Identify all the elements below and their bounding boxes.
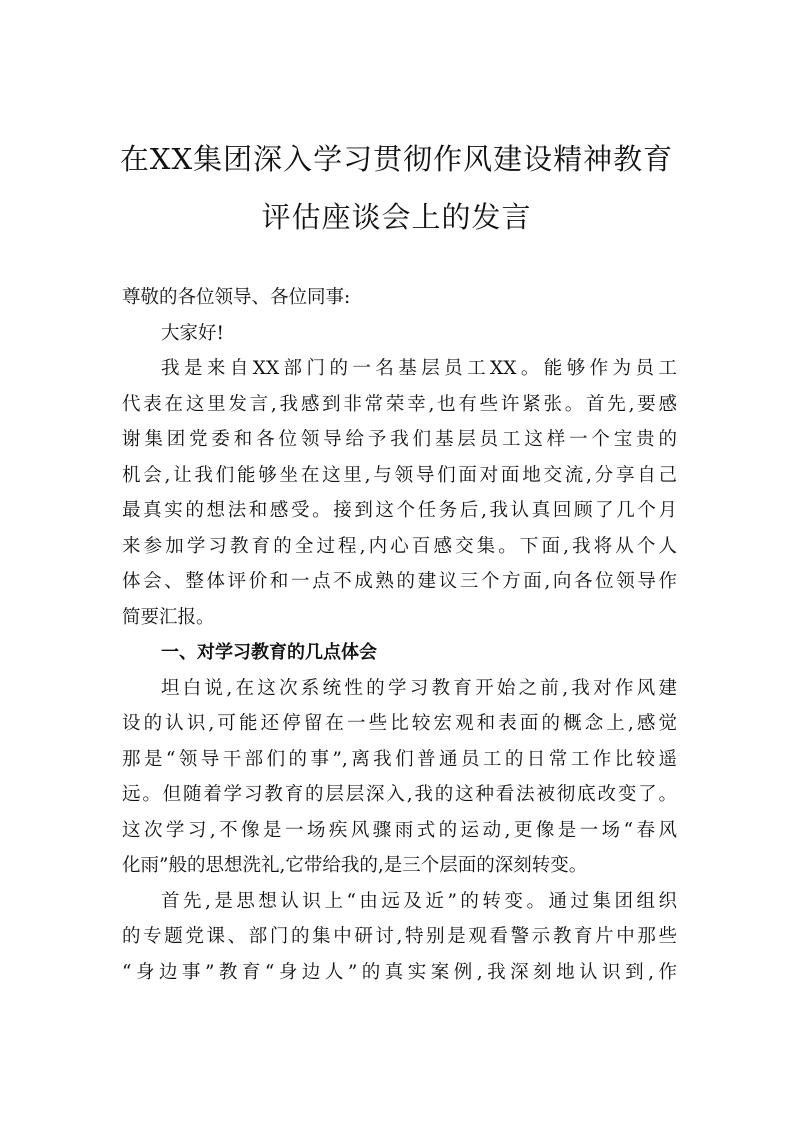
paragraph-first-change — [122, 884, 677, 991]
paragraph-line: 代表在这里发言,我感到非常荣幸,也有些许紧张。首先,要感 — [122, 393, 677, 415]
paragraph-line: 那是“领导干部们的事”,离我们普通员工的日常工作比较遥 — [122, 748, 677, 770]
section-heading: 一、对学习教育的几点体会 — [161, 642, 377, 663]
paragraph-line: 远。但随着学习教育的层层深入,我的这种看法被彻底改变了。 — [122, 784, 677, 805]
paragraph-line: 谢集团党委和各位领导给予我们基层员工这样一个宝贵的 — [122, 429, 677, 450]
paragraph-line: 体会、整体评价和一点不成熟的建议三个方面,向各位领导作 — [122, 571, 677, 592]
paragraph-line: 简要汇报。 — [122, 606, 215, 628]
paragraph-line: 来参加学习教育的全过程,内心百感交集。下面,我将从个人 — [122, 535, 677, 557]
paragraph-intro — [122, 351, 677, 635]
paragraph-line: 坦白说,在这次系统性的学习教育开始之前,我对作风建 — [161, 677, 677, 699]
greeting: 大家好! — [161, 322, 224, 344]
paragraph-line: 化雨”般的思想洗礼,它带给我的,是三个层面的深刻转变。 — [122, 855, 588, 876]
paragraph-line: 最真实的想法和感受。接到这个任务后,我认真回顾了几个月 — [122, 500, 677, 521]
paragraph-line: 设的认识,可能还停留在一些比较宏观和表面的概念上,感觉 — [122, 713, 677, 734]
paragraph-line: 的专题党课、部门的集中研讨,特别是观看警示教育片中那些 — [122, 926, 677, 947]
paragraph-line: 首先,是思想认识上“由远及近”的转变。通过集团组织 — [161, 890, 677, 912]
document-body — [122, 280, 677, 990]
paragraph-line: 我是来自XX部门的一名基层员工XX。能够作为员工 — [161, 358, 677, 379]
document-title-line-2: 评估座谈会上的发言 — [261, 200, 532, 234]
paragraph-line: 机会,让我们能够坐在这里,与领导们面对面地交流,分享自己 — [122, 464, 677, 486]
paragraph-line: 这次学习,不像是一场疾风骤雨式的运动,更像是一场“春风 — [122, 819, 677, 841]
paragraph-experience — [122, 671, 677, 884]
document-title-line-1: 在XX集团深入学习贯彻作风建设精神教育 — [119, 142, 674, 176]
salutation: 尊敬的各位领导、各位同事: — [122, 287, 351, 308]
paragraph-line: “身边事”教育“身边人”的真实案例,我深刻地认识到,作 — [122, 961, 677, 983]
